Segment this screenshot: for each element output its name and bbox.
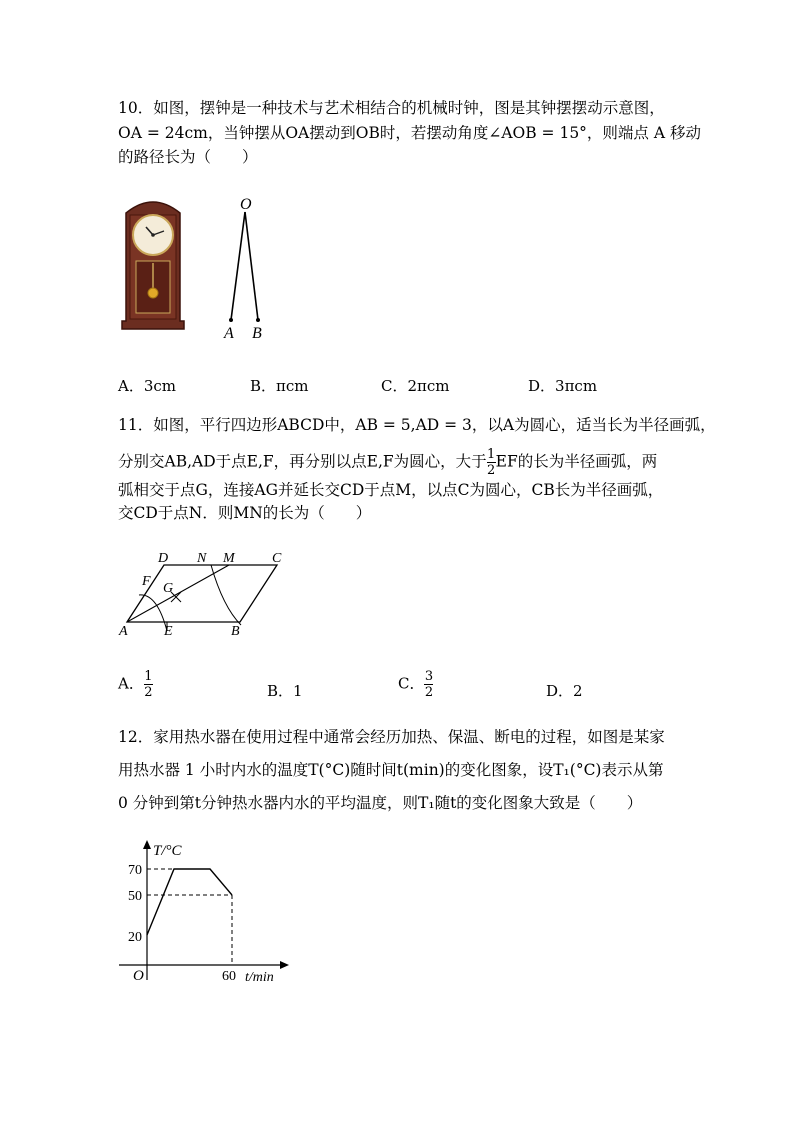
label-c: C [272,551,282,566]
q10-option-b[interactable]: B．πcm [250,377,309,395]
temperature-curve [147,869,232,935]
parallelogram-diagram [115,545,300,645]
label-b: B [252,325,262,342]
option-c-prefix: C． [398,674,425,693]
q11-line2-post: EF的长为半径画弧，两 [495,452,658,471]
q11-line3: 弧相交于点G，连接AG并延长交CD于点M，以点C为圆心，CB长为半径画弧， [118,481,664,499]
y-tick-70: 70 [128,863,142,878]
q11-line1: 11．如图，平行四边形ABCD中，AB = 5,AD = 3，以A为圆心，适当长为半径画弧， [118,416,716,434]
q11-line2-pre: 分别交AB,AD于点E,F，再分别以点E,F为圆心，大于 [118,452,487,471]
option-c-fraction [424,670,433,699]
q11-option-a[interactable] [118,670,153,699]
option-a-fraction [144,670,153,699]
q12-line1: 12．家用热水器在使用过程中通常会经历加热、保温、断电的过程，如图是某家 [118,728,665,746]
label-a: A [224,325,234,342]
q12-line3: 0 分钟到第t分钟热水器内水的平均温度，则T₁随t的变化图象大致是（ ） [118,794,643,812]
arc-nb [211,565,241,625]
x-axis-label: t/min [245,970,274,985]
label-g: G [163,581,174,596]
q11-fraction-half [487,448,496,477]
frac-numerator: 1 [487,447,496,462]
temperature-graph [115,835,290,985]
option-a-prefix: A． [118,674,144,693]
frac-denominator: 2 [144,685,153,700]
q10-option-c[interactable]: C．2πcm [381,377,450,395]
q11-line4: 交CD于点N．则MN的长为（ ） [118,504,372,522]
label-o: O [240,196,252,213]
label-n: N [197,551,207,566]
label-b: B [231,624,240,639]
label-d: D [158,551,169,566]
q10-line1: 10．如图，摆钟是一种技术与艺术相结合的机械时钟，图是其钟摆摆动示意图， [118,99,665,117]
q10-line2: OA = 24cm，当钟摆从OA摆动到OB时，若摆动角度∠AOB = 15°，则端点 A 移动 [118,124,701,142]
frac-denominator: 2 [487,463,496,478]
pendulum-diagram [218,195,278,345]
segment-oa [231,212,245,320]
label-m: M [223,551,235,566]
q12-line2: 用热水器 1 小时内水的温度T(°C)随时间t(min)的变化图象，设T₁(°C)表示从第 [118,761,664,779]
q11-option-b[interactable]: B．1 [267,682,303,700]
frac-denominator: 2 [424,685,434,700]
y-tick-20: 20 [128,930,142,945]
segment-ob [245,212,258,320]
q10-line3: 的路径长为（ ） [118,148,258,166]
pendulum-clock-image [118,195,188,335]
y-axis-label: T/°C [153,843,182,859]
x-tick-60: 60 [222,969,236,984]
frac-numerator: 3 [424,669,434,684]
q10-option-d[interactable]: D．3πcm [528,377,598,395]
origin-label: O [133,968,144,984]
q10-option-a[interactable]: A．3cm [118,377,177,395]
frac-numerator: 1 [144,669,153,684]
y-tick-50: 50 [128,889,142,904]
q11-option-c[interactable] [398,670,433,699]
q11-option-d[interactable]: D．2 [546,682,583,700]
label-e: E [164,624,173,639]
label-a: A [119,624,128,639]
q11-line2 [118,448,657,477]
label-f: F [142,574,151,589]
